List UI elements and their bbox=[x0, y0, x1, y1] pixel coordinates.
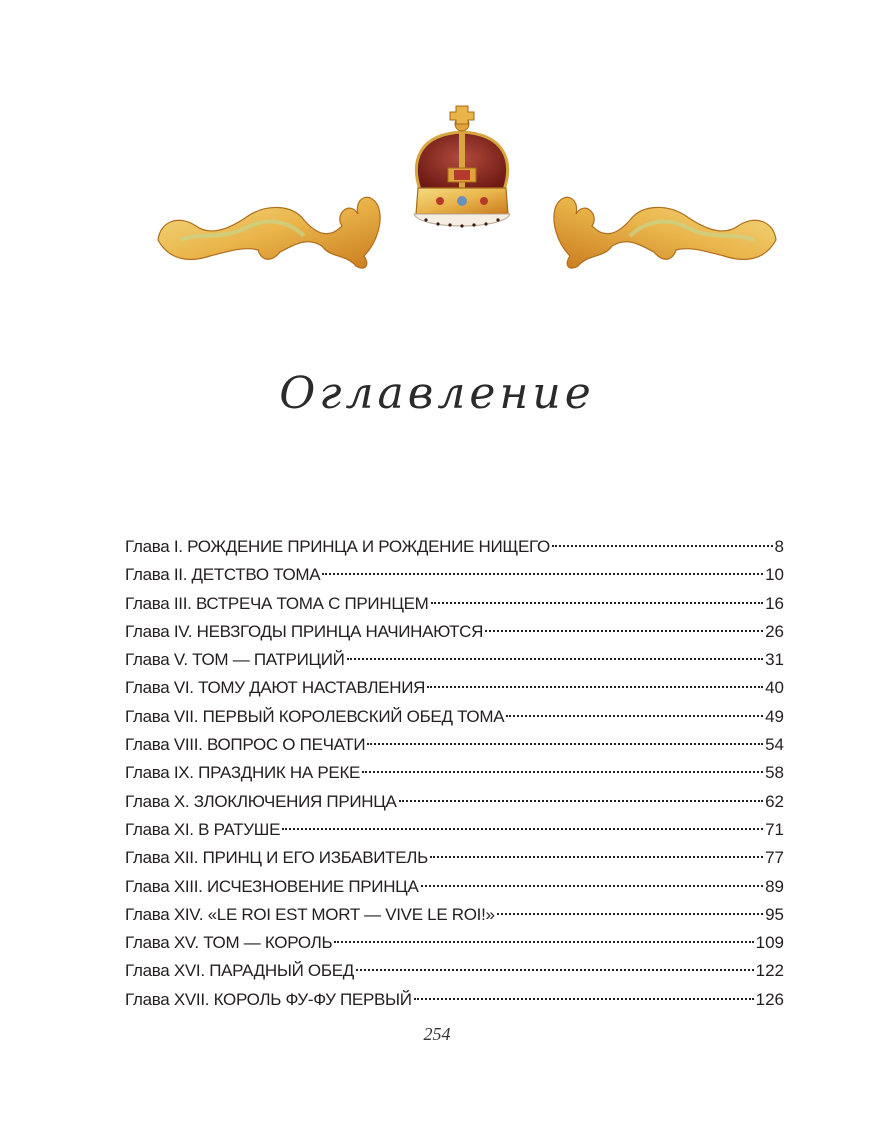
toc-entry-title: Глава VI. ТОМУ ДАЮТ НАСТАВЛЕНИЯ bbox=[125, 678, 426, 698]
toc-entry bbox=[125, 873, 784, 901]
toc-entry-page: 89 bbox=[765, 876, 784, 896]
toc-entry bbox=[125, 759, 784, 787]
toc-entry bbox=[125, 561, 784, 589]
toc-entry-page: 16 bbox=[765, 593, 784, 613]
dot-leader bbox=[421, 885, 764, 887]
toc-entry bbox=[125, 816, 784, 844]
toc-entry bbox=[125, 703, 784, 731]
toc-entry-title: Глава I. РОЖДЕНИЕ ПРИНЦА И РОЖДЕНИЕ НИЩЕГО bbox=[125, 537, 550, 556]
toc-entry bbox=[125, 533, 784, 561]
toc-entry-title: Глава VIII. ВОПРОС О ПЕЧАТИ bbox=[125, 735, 366, 755]
toc-entry-page: 10 bbox=[765, 565, 784, 585]
dot-leader bbox=[322, 573, 763, 575]
left-scroll-ornament-icon bbox=[158, 197, 380, 268]
toc-entry bbox=[125, 590, 784, 618]
toc-entry-page: 109 bbox=[755, 933, 784, 953]
toc-entry-title: Глава XII. ПРИНЦ И ЕГО ИЗБАВИТЕЛЬ bbox=[125, 848, 429, 868]
toc-entry-title: Глава XIV. «LE ROI EST MORT — VIVE LE ROI!» bbox=[125, 904, 495, 924]
toc-entry-title: Глава XI. В РАТУШЕ bbox=[125, 819, 281, 839]
toc-entry-page: 49 bbox=[765, 706, 784, 726]
dot-leader bbox=[367, 743, 763, 745]
dot-leader bbox=[497, 913, 763, 915]
toc-entry bbox=[125, 929, 784, 957]
toc-entry-page: 71 bbox=[765, 819, 784, 839]
toc-entry-page: 26 bbox=[765, 621, 784, 641]
toc-entry bbox=[125, 844, 784, 872]
toc-entry bbox=[125, 901, 784, 929]
toc-entry bbox=[125, 986, 784, 1014]
toc-entry bbox=[125, 957, 784, 985]
toc-entry-title: Глава V. ТОМ — ПАТРИЦИЙ bbox=[125, 650, 345, 670]
toc-entry-page: 40 bbox=[765, 678, 784, 698]
toc-entry-page: 54 bbox=[765, 735, 784, 755]
toc-entry-title: Глава XV. ТОМ — КОРОЛЬ bbox=[125, 933, 333, 953]
toc-entry bbox=[125, 788, 784, 816]
dot-leader bbox=[282, 828, 763, 830]
toc-entry-page: 31 bbox=[765, 650, 784, 670]
toc-entry-page: 122 bbox=[755, 961, 784, 981]
toc-entry bbox=[125, 646, 784, 674]
toc-entry bbox=[125, 674, 784, 702]
toc-entry-title: Глава IX. ПРАЗДНИК НА РЕКЕ bbox=[125, 763, 361, 783]
toc-entry-title: Глава XIII. ИСЧЕЗНОВЕНИЕ ПРИНЦА bbox=[125, 876, 419, 896]
toc-entry-page: 95 bbox=[765, 904, 784, 924]
toc-entry-title: Глава II. ДЕТСТВО ТОМА bbox=[125, 565, 321, 585]
dot-leader bbox=[334, 941, 753, 943]
header-ornament bbox=[0, 0, 874, 300]
toc-entry-title: Глава IV. НЕВЗГОДЫ ПРИНЦА НАЧИНАЮТСЯ bbox=[125, 621, 484, 641]
table-of-contents bbox=[125, 533, 784, 1014]
dot-leader bbox=[431, 602, 764, 604]
dot-leader bbox=[427, 686, 763, 688]
crown-icon bbox=[414, 106, 510, 228]
toc-entry bbox=[125, 731, 784, 759]
toc-entry-page: 62 bbox=[765, 791, 784, 811]
toc-entry-title: Глава X. ЗЛОКЛЮЧЕНИЯ ПРИНЦА bbox=[125, 791, 397, 811]
page-title: Оглавление bbox=[279, 368, 595, 419]
dot-leader bbox=[399, 800, 763, 802]
toc-entry bbox=[125, 618, 784, 646]
toc-entry-page: 77 bbox=[765, 848, 784, 868]
dot-leader bbox=[552, 545, 773, 547]
page-number: 254 bbox=[423, 1024, 451, 1044]
dot-leader bbox=[485, 630, 763, 632]
dot-leader bbox=[347, 658, 763, 660]
dot-leader bbox=[414, 998, 754, 1000]
dot-leader bbox=[362, 771, 763, 773]
toc-entry-title: Глава XVI. ПАРАДНЫЙ ОБЕД bbox=[125, 961, 354, 981]
toc-entry-page: 8 bbox=[774, 537, 784, 556]
toc-entry-title: Глава VII. ПЕРВЫЙ КОРОЛЕВСКИЙ ОБЕД ТОМА bbox=[125, 706, 505, 726]
toc-entry-page: 58 bbox=[765, 763, 784, 783]
right-scroll-ornament-icon bbox=[554, 197, 776, 268]
dot-leader bbox=[430, 856, 763, 858]
dot-leader bbox=[356, 969, 754, 971]
dot-leader bbox=[506, 715, 763, 717]
toc-entry-title: Глава III. ВСТРЕЧА ТОМА С ПРИНЦЕМ bbox=[125, 593, 429, 613]
toc-entry-page: 126 bbox=[755, 989, 784, 1009]
toc-entry-title: Глава XVII. КОРОЛЬ ФУ-ФУ ПЕРВЫЙ bbox=[125, 989, 412, 1009]
